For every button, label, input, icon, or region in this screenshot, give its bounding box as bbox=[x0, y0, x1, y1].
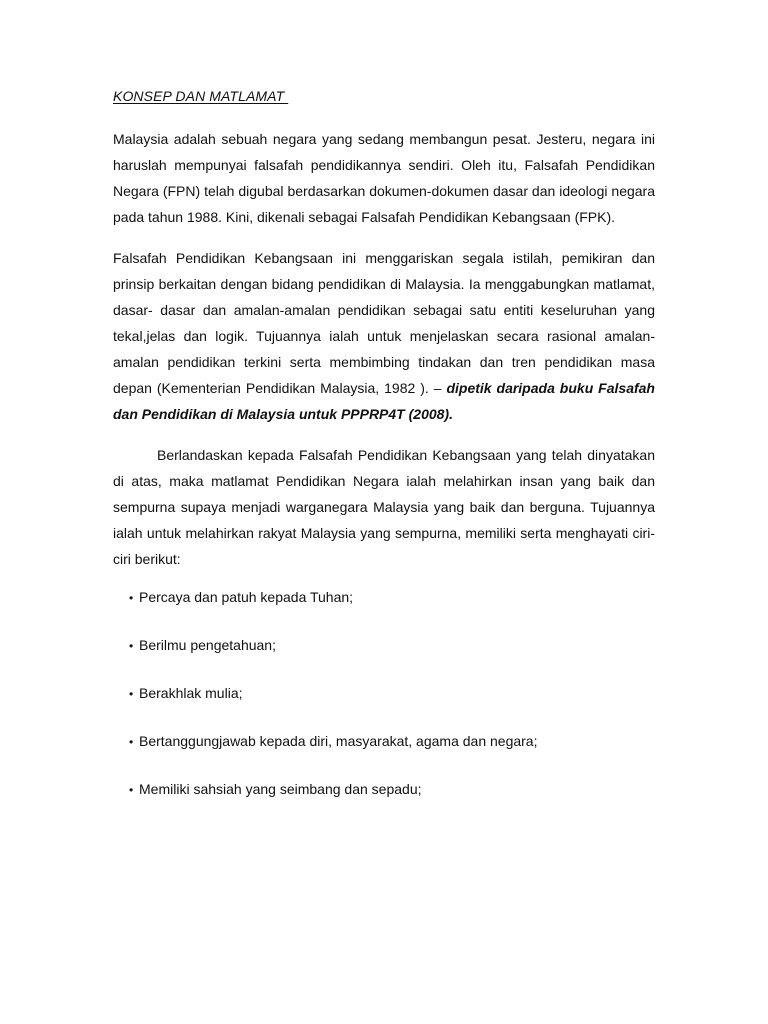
section-heading: KONSEP DAN MATLAMAT bbox=[113, 88, 289, 104]
list-item-text: Percaya dan patuh kepada Tuhan; bbox=[139, 589, 354, 605]
list-item bbox=[113, 635, 655, 656]
list-item bbox=[113, 731, 655, 752]
characteristics-list bbox=[113, 587, 655, 800]
paragraph-fpk-text: Falsafah Pendidikan Kebangsaan ini menggariskan segala istilah, pemikiran dan prinsip berkaitan dengan bidang pendidikan di Malaysia. Ia menggabungkan matlamat, dasar- dasar dan amalan-amalan pendidikan sebagai satu entiti keseluruhan yang tekal,jelas dan logik. Tujuannya ialah untuk menjelaskan secara rasional amalan- amalan pendidikan terkini serta membimbing tindakan dan tren pendidikan masa depan (Kementerian Pendidikan Malaysia, 1982 ). – bbox=[113, 250, 655, 396]
citation-source: dipetik daripada buku Falsafah dan Pendidikan di Malaysia untuk PPPRP4T (2008). bbox=[113, 380, 655, 422]
list-item-text: Bertanggungjawab kepada diri, masyarakat, agama dan negara; bbox=[139, 733, 538, 749]
list-item-text: Berilmu pengetahuan; bbox=[139, 637, 276, 653]
paragraph-fpk bbox=[113, 245, 655, 427]
list-item-text: Berakhlak mulia; bbox=[139, 685, 243, 701]
list-item bbox=[113, 587, 655, 608]
bullet-icon: • bbox=[129, 591, 134, 605]
bullet-icon: • bbox=[129, 735, 134, 749]
list-item bbox=[113, 779, 655, 800]
list-item-text: Memiliki sahsiah yang seimbang dan sepadu; bbox=[139, 781, 422, 797]
bullet-icon: • bbox=[129, 687, 134, 701]
bullet-icon: • bbox=[129, 639, 134, 653]
paragraph-matlamat: Berlandaskan kepada Falsafah Pendidikan Kebangsaan yang telah dinyatakan di atas, maka matlamat Pendidikan Negara ialah melahirkan insan yang baik dan sempurna supaya menjadi warganegara Malaysia yang baik dan berguna. Tujuannya ialah untuk melahirkan rakyat Malaysia yang sempurna, memiliki serta menghayati ciri-ciri berikut: bbox=[113, 447, 655, 567]
bullet-icon: • bbox=[129, 783, 134, 797]
list-item bbox=[113, 683, 655, 704]
paragraph-intro: Malaysia adalah sebuah negara yang sedang membangun pesat. Jesteru, negara ini haruslah mempunyai falsafah pendidikannya sendiri. Oleh itu, Falsafah Pendidikan Negara (FPN) telah digubal berdasarkan dokumen-dokumen dasar dan ideologi negara pada tahun 1988. Kini, dikenali sebagai Falsafah Pendidikan Kebangsaan (FPK). bbox=[113, 131, 655, 225]
document-body bbox=[113, 88, 655, 827]
